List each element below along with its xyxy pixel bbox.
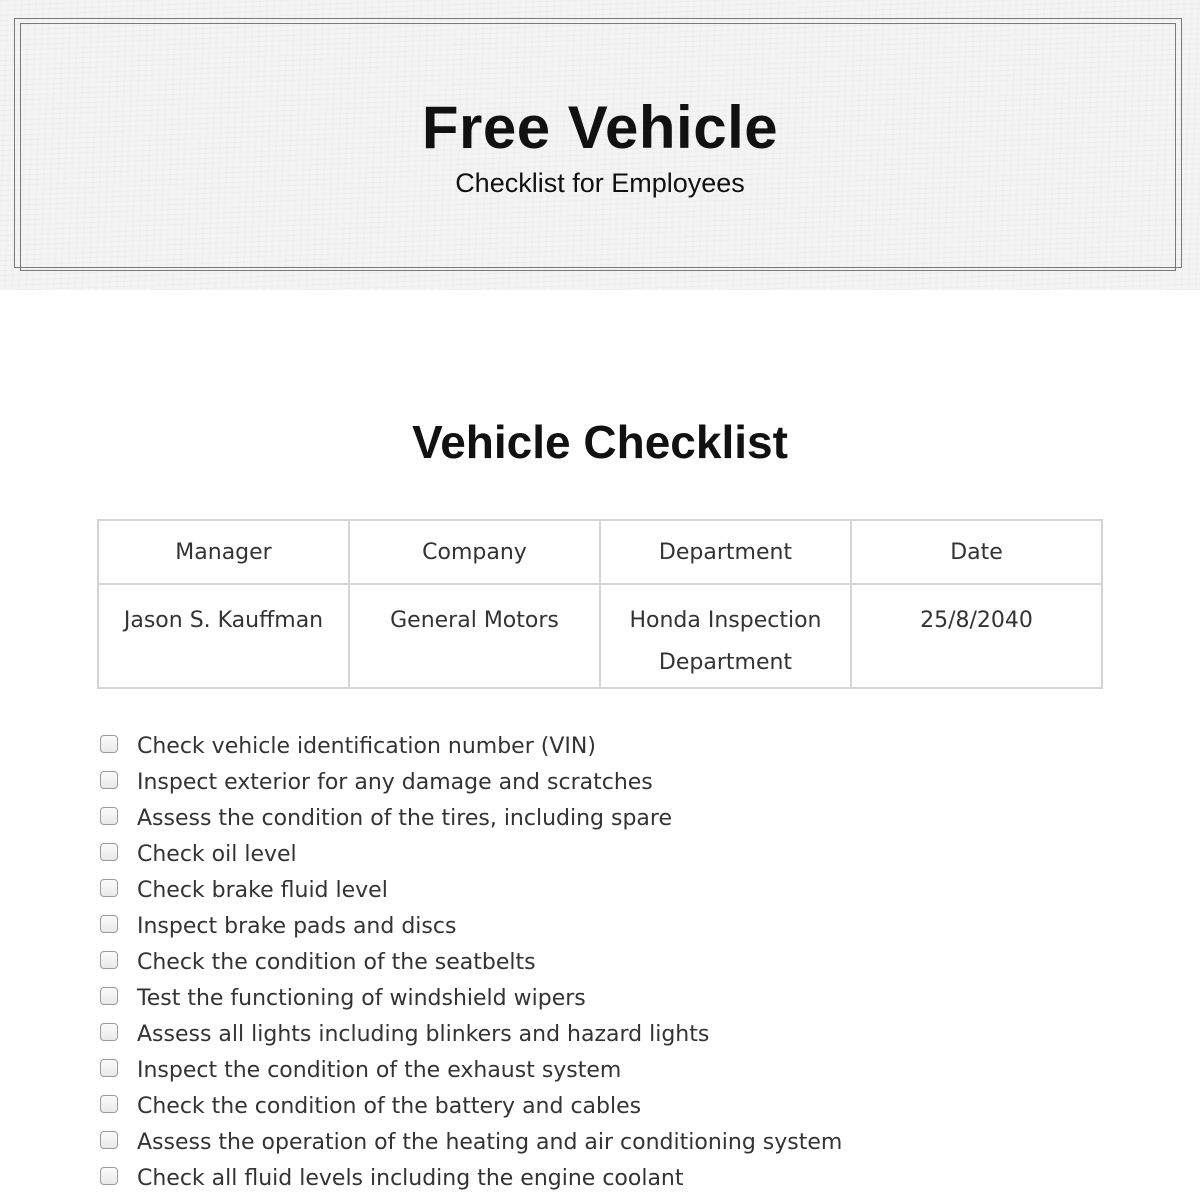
- checkbox[interactable]: [100, 1131, 118, 1149]
- header-company: Company: [349, 520, 600, 584]
- checklist-item-label: Check the condition of the seatbelts: [137, 949, 536, 975]
- value-department: Honda Inspection Department: [600, 584, 851, 688]
- checkbox[interactable]: [100, 843, 118, 861]
- checkbox[interactable]: [100, 951, 118, 969]
- header-date: Date: [851, 520, 1102, 584]
- header-banner: [0, 0, 1200, 290]
- banner-title: Free Vehicle: [421, 94, 779, 161]
- checklist-item-label: Inspect exterior for any damage and scratches: [137, 769, 653, 795]
- checklist-item-label: Assess the condition of the tires, including spare: [137, 805, 673, 831]
- checklist-item: [100, 764, 842, 800]
- checkbox[interactable]: [100, 1023, 118, 1041]
- checklist-item: [100, 1124, 842, 1160]
- checklist-item-label: Test the functioning of windshield wipers: [137, 985, 586, 1011]
- checkbox[interactable]: [100, 1095, 118, 1113]
- checkbox[interactable]: [100, 735, 118, 753]
- header-manager: Manager: [98, 520, 349, 584]
- checklist-item: [100, 1088, 842, 1124]
- checklist-item-label: Assess all lights including blinkers and hazard lights: [137, 1021, 710, 1047]
- header-department: Department: [600, 520, 851, 584]
- checklist-item-label: Inspect the condition of the exhaust system: [137, 1057, 622, 1083]
- checklist-item-label: Check brake fluid level: [137, 877, 388, 903]
- info-table: [97, 519, 1103, 689]
- checklist-item: [100, 728, 842, 764]
- checkbox[interactable]: [100, 1167, 118, 1185]
- checkbox[interactable]: [100, 879, 118, 897]
- checkbox[interactable]: [100, 915, 118, 933]
- banner-subtitle: Checklist for Employees: [455, 168, 745, 198]
- checkbox[interactable]: [100, 1059, 118, 1077]
- section-title: Vehicle Checklist: [412, 416, 788, 468]
- value-company: General Motors: [349, 584, 600, 688]
- checklist-item-label: Check all fluid levels including the engine coolant: [137, 1165, 684, 1191]
- checklist-item: [100, 944, 842, 980]
- checklist-item-label: Check vehicle identification number (VIN): [137, 733, 596, 759]
- value-manager: Jason S. Kauffman: [98, 584, 349, 688]
- info-table-value-row: [98, 584, 1102, 688]
- checklist-item: [100, 1052, 842, 1088]
- info-table-header-row: [98, 520, 1102, 584]
- checklist-item: [100, 1160, 842, 1196]
- value-date: 25/8/2040: [851, 584, 1102, 688]
- checklist-item-label: Check oil level: [137, 841, 297, 867]
- checklist-item: [100, 908, 842, 944]
- checkbox[interactable]: [100, 807, 118, 825]
- checkbox[interactable]: [100, 987, 118, 1005]
- checklist-item: [100, 800, 842, 836]
- checklist: [100, 728, 842, 1196]
- checklist-item: [100, 1016, 842, 1052]
- checkbox[interactable]: [100, 771, 118, 789]
- checklist-item-label: Assess the operation of the heating and air conditioning system: [137, 1129, 843, 1155]
- checklist-item: [100, 980, 842, 1016]
- checklist-item: [100, 872, 842, 908]
- checklist-item-label: Check the condition of the battery and cables: [137, 1093, 642, 1119]
- checklist-item: [100, 836, 842, 872]
- checklist-item-label: Inspect brake pads and discs: [137, 913, 457, 939]
